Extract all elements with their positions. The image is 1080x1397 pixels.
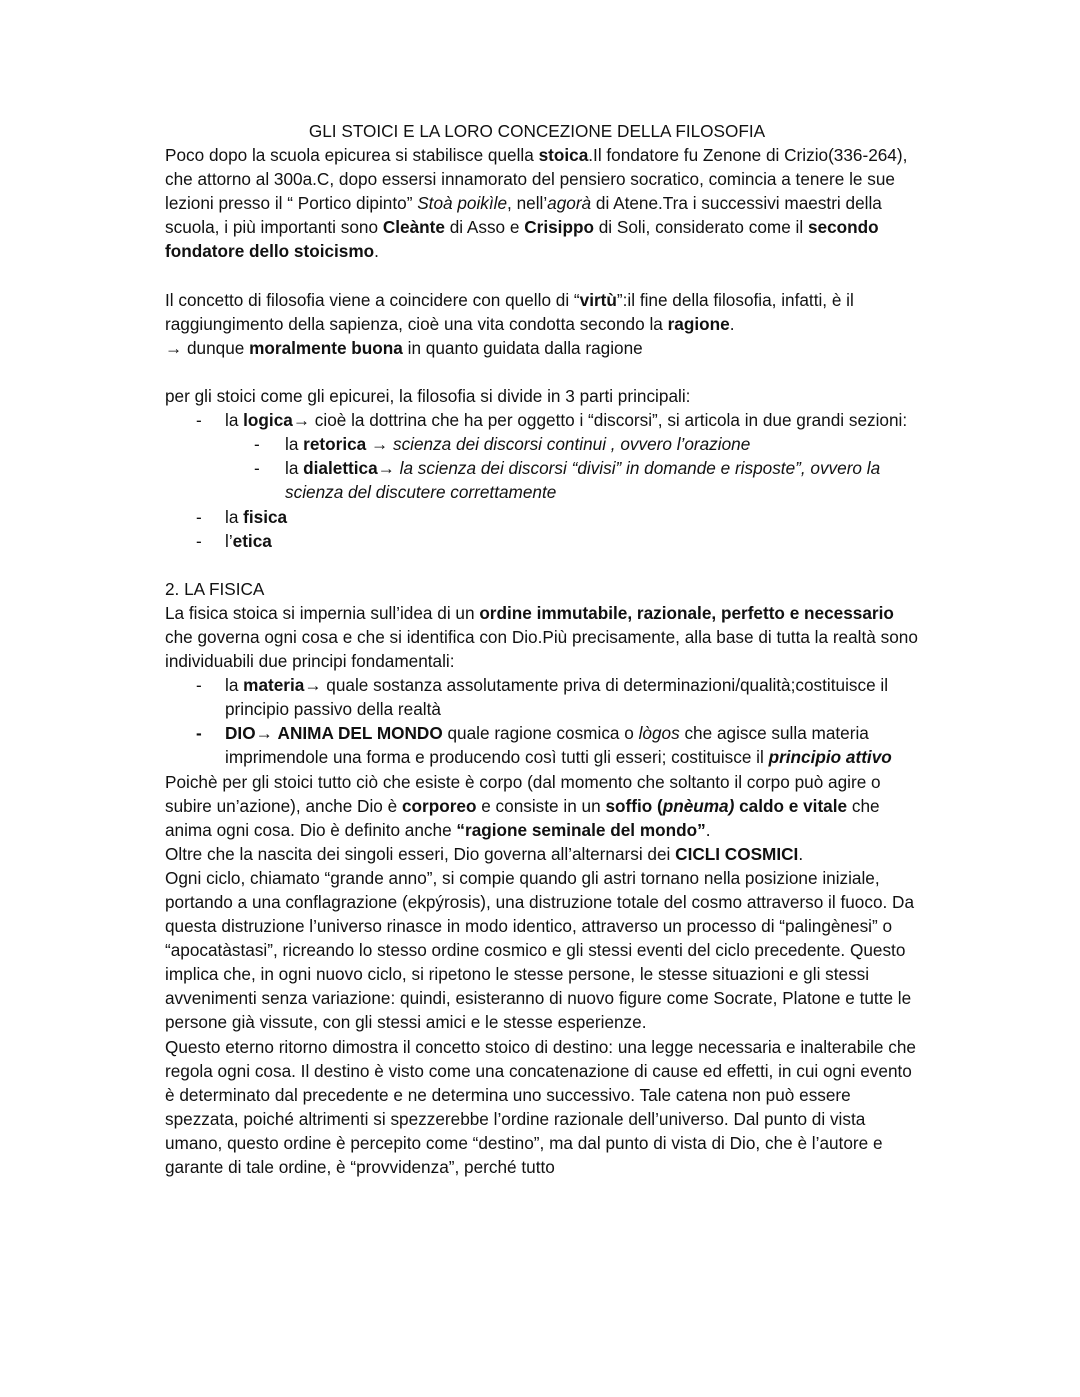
intro-text: Poco dopo la scuola epicurea si stabilisce quella [165, 145, 539, 166]
intro-bold-second-founder: secondo fondatore dello stoicismo [165, 217, 879, 262]
god-text: → [255, 723, 278, 744]
intro-italic-agora: agorà [547, 193, 592, 214]
breath-bold: soffio ( [605, 795, 663, 816]
paragraph-gap [165, 264, 925, 288]
list-item-physics [165, 505, 925, 529]
therefore-bold: moralmente buona [249, 337, 403, 358]
parts-intro: per gli stoici come gli epicurei, la filosofia si divide in 3 parti principali: [165, 386, 691, 407]
principles-list [165, 673, 925, 769]
intro-text: di Atene.Tra i successivi maestri della scuola, i più importanti sono [165, 193, 882, 238]
god-bold: DIO [225, 723, 256, 744]
page-title: GLI STOICI E LA LORO CONCEZIONE DELLA FILOSOFIA [308, 121, 766, 141]
dialectic-text: → [377, 458, 400, 479]
dialectic-text: la [285, 458, 304, 479]
ethics-item-text: l’ [225, 530, 233, 551]
great-year-paragraph: Ogni ciclo, chiamato “grande anno”, si compie quando gli astri tornano nella posizione iniziale, portando a una conflagrazione (ekpýrosis), una distruzione totale del cosmo attraverso il fuoco. Da questa distruzione l’universo rinasce in modo identico, attraverso un processo di “palingènesi” o “apocatàstasi”, ricreando lo stesso ordine cosmico e gli stessi eventi del ciclo precedente. Questo implica che, in ogni nuovo ciclo, si ripetono le stesse persone, le stesse situazioni e gli stessi avvenimenti senza variazione: quindi, esisteranno di nuovo figure come Socrate, Platone e tutte le persone già vissute, con gli stessi amici e le stesse esperienze. [165, 867, 915, 1033]
intro-text: , nell’ [507, 193, 548, 214]
list-item-logic [165, 408, 925, 504]
rhetoric-text: la [285, 434, 304, 455]
physics-item-text: la [225, 506, 244, 527]
cycles-text: Oltre che la nascita dei singoli esseri, Dio governa all’alternarsi dei [165, 843, 676, 864]
list-item-god [165, 721, 925, 769]
logos-italic: lògos [638, 723, 680, 744]
paragraph-gap [165, 553, 925, 577]
body-text: e consiste in un [476, 795, 606, 816]
list-item-rhetoric [165, 432, 925, 456]
intro-bold-crisippo: Crisippo [524, 217, 594, 238]
body-paragraph [165, 770, 925, 842]
list-item-matter [165, 673, 925, 721]
rhetoric-italic: scienza dei discorsi continui , ovvero l’orazione [392, 434, 751, 455]
world-soul-bold: ANIMA DEL MONDO [277, 723, 443, 744]
pneuma-bold-italic: pnèuma) [662, 795, 735, 816]
warm-vital-bold: caldo e vitale [734, 795, 848, 816]
physics-text: La fisica stoica si impernia sull’idea di un [165, 602, 480, 623]
intro-text: . [374, 241, 379, 262]
logic-bold: logica [243, 410, 293, 431]
cycles-text: . [798, 843, 804, 864]
physics-bold-order: ordine immutabile, razionale, perfetto e necessario [479, 602, 894, 623]
philosophy-parts-list [165, 408, 925, 553]
list-item-dialectic [165, 456, 925, 504]
paragraph-gap [165, 360, 925, 384]
matter-text: la [225, 675, 244, 696]
intro-paragraph [165, 143, 925, 263]
section-heading-physics: 2. LA FISICA [165, 578, 265, 599]
ethics-item-bold: etica [232, 530, 272, 551]
physics-item-bold: fisica [243, 506, 288, 527]
virtue-text: . [729, 313, 735, 334]
cycles-line [165, 842, 925, 866]
reason-bold: ragione [667, 313, 730, 334]
therefore-text: in quanto guidata dalla ragione [402, 337, 643, 358]
logic-text: la [225, 410, 244, 431]
intro-bold-cleante: Cleànte [382, 217, 445, 238]
logic-text: → cioè la dottrina che ha per oggetto i “discorsi”, si articola in due grandi sezioni: [292, 410, 908, 431]
rhetoric-text: → [366, 434, 393, 455]
matter-bold: materia [243, 675, 305, 696]
physics-paragraph [165, 601, 925, 673]
therefore-text: → dunque [165, 337, 250, 358]
virtue-bold: virtù [579, 289, 617, 310]
therefore-line [165, 336, 925, 360]
document-page [165, 119, 925, 1179]
intro-bold-stoica: stoica [538, 145, 589, 166]
seminal-reason-bold: “ragione seminale del mondo” [456, 819, 706, 840]
dialectic-bold: dialettica [303, 458, 378, 479]
intro-text: di Soli, considerato come il [593, 217, 808, 238]
cosmic-cycles-bold: CICLI COSMICI [675, 843, 799, 864]
intro-italic-stoa: Stoà poikìle [417, 193, 508, 214]
virtue-paragraph [165, 288, 925, 336]
body-text: Poichè per gli stoici tutto ciò che esiste è corpo (dal momento che soltanto il corpo può agire o subire un’azione), anche Dio è [165, 771, 881, 816]
rhetoric-bold: retorica [303, 434, 367, 455]
body-text: che anima ogni cosa. Dio è definito anche [165, 795, 880, 840]
dialectic-italic: la scienza dei discorsi “divisi” in domande e risposte”, ovvero la scienza del discutere correttamente [285, 458, 881, 503]
matter-text: → quale sostanza assolutamente priva di determinazioni/qualità;costituisce il principio passivo della realtà [225, 675, 889, 720]
list-item-ethics [165, 529, 925, 553]
virtue-text: ”:il fine della filosofia, infatti, è il raggiungimento della sapienza, cioè una vita condotta secondo la [165, 289, 854, 334]
corporeal-bold: corporeo [401, 795, 477, 816]
physics-text: che governa ogni cosa e che si identifica con Dio.Più precisamente, alla base di tutta la realtà sono individuabili due principi fondamentali: [165, 626, 918, 672]
intro-text: .Il fondatore fu Zenone di Crizio(336-264), che attorno al 300a.C, dopo essersi innamorato del pensiero socratico, comincia a tenere le sue lezioni presso il “ Portico dipinto” [165, 145, 908, 214]
active-principle-bold-italic: principio attivo [768, 747, 892, 768]
god-text: quale ragione cosmica o [442, 723, 639, 744]
virtue-text: Il concetto di filosofia viene a coincidere con quello di “ [165, 289, 580, 310]
destiny-paragraph: Questo eterno ritorno dimostra il concetto stoico di destino: una legge necessaria e inalterabile che regola ogni cosa. Il destino è visto come una concatenazione di cause ed effetti, in cui ogni evento è determinato dal precedente e ne determina uno successivo. Tale catena non può essere spezzata, poiché altrimenti si spezzerebbe l’ordine razionale dell’universo. Dal punto di vista umano, questo ordine è percepito come “destino”, ma dal punto di vista di Dio, che è l’autore e garante di tale ordine, è “provvidenza”, perché tutto [165, 1036, 916, 1178]
body-text: . [705, 819, 711, 840]
intro-text: di Asso e [444, 217, 525, 238]
god-text: che agisce sulla materia imprimendole una forma e producendo così tutti gli esseri; costituisce il [225, 723, 869, 768]
logic-subsections-list [165, 432, 925, 504]
